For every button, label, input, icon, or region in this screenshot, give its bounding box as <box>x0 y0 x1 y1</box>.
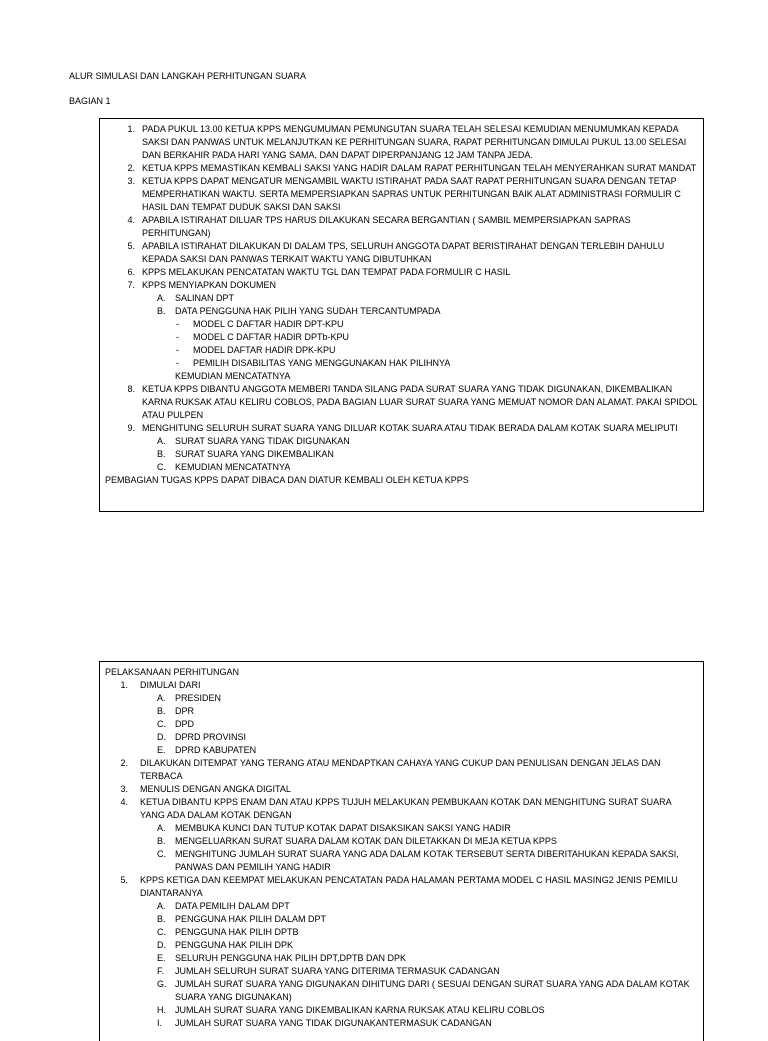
list-item-text: DATA PENGGUNA HAK PILIH YANG SUDAH TERCANTUMPADA <box>175 306 441 316</box>
list-item <box>105 344 697 357</box>
list-item <box>105 705 697 718</box>
list-item-text: DILAKUKAN DITEMPAT YANG TERANG ATAU MENDAPTKAN CAHAYA YANG CUKUP DAN PENULISAN DENGAN JELAS DAN TERBACA <box>140 758 661 781</box>
list-marker: 2. <box>127 163 135 173</box>
list-item-text: MENGHITUNG JUMLAH SURAT SUARA YANG ADA DALAM KOTAK TERSEBUT SERTA DIBERITAHUKAN KEPADA SAKSI, PANWAS DAN PEMILIH YANG HADIR <box>175 849 679 872</box>
list-marker: 1. <box>120 680 128 690</box>
list-item <box>105 422 697 435</box>
list-marker: 1. <box>127 124 135 134</box>
list-marker: B. <box>157 306 166 316</box>
list-item-text: PEMILIH DISABILITAS YANG MENGGUNAKAN HAK PILIHNYA <box>193 358 451 368</box>
list-marker: B. <box>157 706 166 716</box>
list-marker: - <box>176 332 179 342</box>
list-marker: 7. <box>127 280 135 290</box>
list-marker: 8. <box>127 384 135 394</box>
list-marker: 6. <box>127 267 135 277</box>
list-item-text: MENGELUARKAN SURAT SUARA DALAM KOTAK DAN DILETAKKAN DI MEJA KETUA KPPS <box>175 836 557 846</box>
list-item <box>105 331 697 344</box>
list-item <box>105 913 697 926</box>
list-marker: D. <box>157 732 166 742</box>
list-item <box>105 679 697 692</box>
box-footer-note: PEMBAGIAN TUGAS KPPS DAPAT DIBACA DAN DIATUR KEMBALI OLEH KETUA KPPS <box>105 475 469 485</box>
list-item-text: DPRD PROVINSI <box>175 732 247 742</box>
list-marker: E. <box>157 953 166 963</box>
sub-list <box>105 435 697 474</box>
list-item <box>105 939 697 952</box>
list-item-text: APABILA ISTIRAHAT DILAKUKAN DI DALAM TPS, SELURUH ANGGOTA DAPAT BERISTIRAHAT DENGAN TERLEBIH DAHULU KEPADA SAKSI DAN PANWAS TERKAIT WAKTU YANG DIBUTUHKAN <box>142 241 665 264</box>
list-item <box>105 744 697 757</box>
list-item-text: JUMLAH SELURUH SURAT SUARA YANG DITERIMA TERMASUK CADANGAN <box>175 966 500 976</box>
dash-list <box>105 318 697 370</box>
list-item <box>105 692 697 705</box>
list-item-text: MODEL DAFTAR HADIR DPK-KPU <box>193 345 336 355</box>
list-item-text: MODEL C DAFTAR HADIR DPTb-KPU <box>193 332 350 342</box>
list-item-text: KEMUDIAN MENCATATNYA <box>175 462 291 472</box>
list-item <box>105 383 697 422</box>
list-marker: B. <box>157 836 166 846</box>
list-item-text: KETUA KPPS DIBANTU ANGGOTA MEMBERI TANDA SILANG PADA SURAT SUARA YANG TIDAK DIGUNAKAN, DIKEMBALIKAN KARNA RUKSAK ATAU KELIRU COBLOS, PADA BAGIAN LUAR SURAT SUARA YANG MEMUAT NOMOR DAN ALAMAT. PAKAI SPIDOL ATAU PULPEN <box>142 384 697 420</box>
list-item-text: PENGGUNA HAK PILIH DALAM DPT <box>175 914 327 924</box>
list-item-text: MENGHITUNG SELURUH SURAT SUARA YANG DILUAR KOTAK SUARA ATAU TIDAK BERADA DALAM KOTAK SUARA MELIPUTI <box>142 423 678 433</box>
list-marker: C. <box>157 927 166 937</box>
list-item-text: SURAT SUARA YANG DIKEMBALIKAN <box>175 449 334 459</box>
list-marker: 5. <box>127 241 135 251</box>
list-item <box>105 240 697 266</box>
list-marker: A. <box>157 293 166 303</box>
list-item-text: PENGGUNA HAK PILIH DPTB <box>175 927 299 937</box>
list-marker: A. <box>157 823 166 833</box>
list-marker: 4. <box>127 215 135 225</box>
section-label: BAGIAN 1 <box>69 96 111 106</box>
list-marker: A. <box>157 436 166 446</box>
list-marker: B. <box>157 449 166 459</box>
list-item-text: APABILA ISTIRAHAT DILUAR TPS HARUS DILAKUKAN SECARA BERGANTIAN ( SAMBIL MEMPERSIAPKAN SAPRAS PERHITUNGAN) <box>142 215 631 238</box>
list-item-text: DPRD KABUPATEN <box>175 745 257 755</box>
list-note: KEMUDIAN MENCATATNYA <box>175 371 291 381</box>
list-item-text: SELURUH PENGGUNA HAK PILIH DPT,DPTB DAN DPK <box>175 953 407 963</box>
list-item-text: SALINAN DPT <box>175 293 235 303</box>
document-title: ALUR SIMULASI DAN LANGKAH PERHITUNGAN SUARA <box>69 71 307 81</box>
list-item-text: DATA PEMILIH DALAM DPT <box>175 901 290 911</box>
list-marker: - <box>176 319 179 329</box>
list-item <box>105 214 697 240</box>
section-box-2 <box>99 661 704 1041</box>
list-item <box>105 835 697 848</box>
list-item-text: PRESIDEN <box>175 693 222 703</box>
list-item-text: KPPS MENYIAPKAN DOKUMEN <box>142 280 277 290</box>
numbered-list <box>105 757 697 822</box>
list-marker: G. <box>157 979 167 989</box>
list-item-text: DPR <box>175 706 195 716</box>
list-item <box>105 435 697 448</box>
list-item <box>105 848 697 874</box>
list-item-text: DIMULAI DARI <box>140 680 201 690</box>
list-item <box>105 978 697 1004</box>
list-marker: E. <box>157 745 166 755</box>
list-item <box>105 123 697 162</box>
list-item <box>105 357 697 370</box>
sub-list <box>105 822 697 874</box>
list-item-text: MODEL C DAFTAR HADIR DPT-KPU <box>193 319 344 329</box>
list-item-text: KPPS MELAKUKAN PENCATATAN WAKTU TGL DAN TEMPAT PADA FORMULIR C HASIL <box>142 267 511 277</box>
list-marker: - <box>176 345 179 355</box>
list-marker: F. <box>157 966 165 976</box>
list-marker: D. <box>157 940 166 950</box>
sub-list <box>105 292 697 318</box>
list-item <box>105 796 697 822</box>
list-item <box>105 952 697 965</box>
list-marker: C. <box>157 719 166 729</box>
list-item <box>105 900 697 913</box>
list-item-text: KETUA DIBANTU KPPS ENAM DAN ATAU KPPS TUJUH MELAKUKAN PEMBUKAAN KOTAK DAN MENGHITUNG SURAT SUARA YANG ADA DALAM KOTAK DENGAN <box>140 797 672 820</box>
list-item <box>105 279 697 292</box>
list-marker: 3. <box>120 784 128 794</box>
list-marker: A. <box>157 901 166 911</box>
list-marker: H. <box>157 1005 166 1015</box>
box-title: PELAKSANAAN PERHITUNGAN <box>105 667 240 677</box>
list-item-text: JUMLAH SURAT SUARA YANG DIGUNAKAN DIHITUNG DARI ( SESUAI DENGAN SURAT SUARA YANG ADA DALAM KOTAK SUARA YANG DIGUNAKAN) <box>175 979 690 1002</box>
list-item-text: MEMBUKA KUNCI DAN TUTUP KOTAK DAPAT DISAKSIKAN SAKSI YANG HADIR <box>175 823 511 833</box>
list-item <box>105 175 697 214</box>
sub-list <box>105 900 697 1030</box>
list-marker: 2. <box>120 758 128 768</box>
list-item <box>105 305 697 318</box>
list-item-text: PADA PUKUL 13.00 KETUA KPPS MENGUMUMAN PEMUNGUTAN SUARA TELAH SELESAI KEMUDIAN MENUMUMKAN KEPADA SAKSI DAN PANWAS UNTUK MELANJUTKAN KE PERHITUNGAN SUARA, RAPAT PERHITUNGAN DIMULAI PUKUL 13.00 SELESAI DAN BERKAHIR PADA HARI YANG SAMA, DAN DAPAT DIPERPANJANG 12 JAM TANPA JEDA. <box>142 124 687 160</box>
list-item <box>105 718 697 731</box>
list-marker: 5. <box>120 875 128 885</box>
list-item-text: JUMLAH SURAT SUARA YANG DIKEMBALIKAN KARNA RUKSAK ATAU KELIRU COBLOS <box>175 1005 545 1015</box>
list-item <box>105 266 697 279</box>
list-item <box>105 292 697 305</box>
list-item-text: MENULIS DENGAN ANGKA DIGITAL <box>140 784 291 794</box>
numbered-list <box>105 383 697 435</box>
list-item <box>105 162 697 175</box>
list-item <box>105 965 697 978</box>
list-item-text: PENGGUNA HAK PILIH DPK <box>175 940 294 950</box>
list-item <box>105 874 697 900</box>
list-item-text: JUMLAH SURAT SUARA YANG TIDAK DIGUNAKANTERMASUK CADANGAN <box>175 1018 492 1028</box>
list-marker: - <box>176 358 179 368</box>
list-item <box>105 448 697 461</box>
list-item <box>105 757 697 783</box>
list-marker: C. <box>157 849 166 859</box>
list-item-text: SURAT SUARA YANG TIDAK DIGUNAKAN <box>175 436 350 446</box>
list-item <box>105 822 697 835</box>
list-marker: A. <box>157 693 166 703</box>
list-marker: B. <box>157 914 166 924</box>
list-marker: 4. <box>120 797 128 807</box>
sub-list <box>105 692 697 757</box>
list-item-text: DPD <box>175 719 195 729</box>
section-box-1 <box>99 118 704 512</box>
list-marker: 3. <box>127 176 135 186</box>
numbered-list <box>105 123 697 292</box>
list-item-text: KPPS KETIGA DAN KEEMPAT MELAKUKAN PENCATATAN PADA HALAMAN PERTAMA MODEL C HASIL MASING2 JENIS PEMILU DIANTARANYA <box>140 875 678 898</box>
list-item <box>105 461 697 474</box>
list-marker: 9. <box>127 423 135 433</box>
list-item <box>105 1004 697 1017</box>
list-item-text: KETUA KPPS DAPAT MENGATUR MENGAMBIL WAKTU ISTIRAHAT PADA SAAT RAPAT PERHITUNGAN SUARA DENGAN TETAP MEMPERHATIKAN WAKTU. SERTA MEMPERSIAPKAN SAPRAS UNTUK PERHITUNGAN BAIK ALAT ADMINISTRASI FORMULIR C HASIL DAN TEMPAT DUDUK SAKSI DAN SAKSI <box>142 176 681 212</box>
list-item-text: KETUA KPPS MEMASTIKAN KEMBALI SAKSI YANG HADIR DALAM RAPAT PERHITUNGAN TELAH MENYERAHKAN SURAT MANDAT <box>142 163 697 173</box>
list-item <box>105 926 697 939</box>
list-item <box>105 731 697 744</box>
list-marker: C. <box>157 462 166 472</box>
list-marker: I. <box>157 1018 163 1028</box>
list-item <box>105 783 697 796</box>
list-item <box>105 318 697 331</box>
